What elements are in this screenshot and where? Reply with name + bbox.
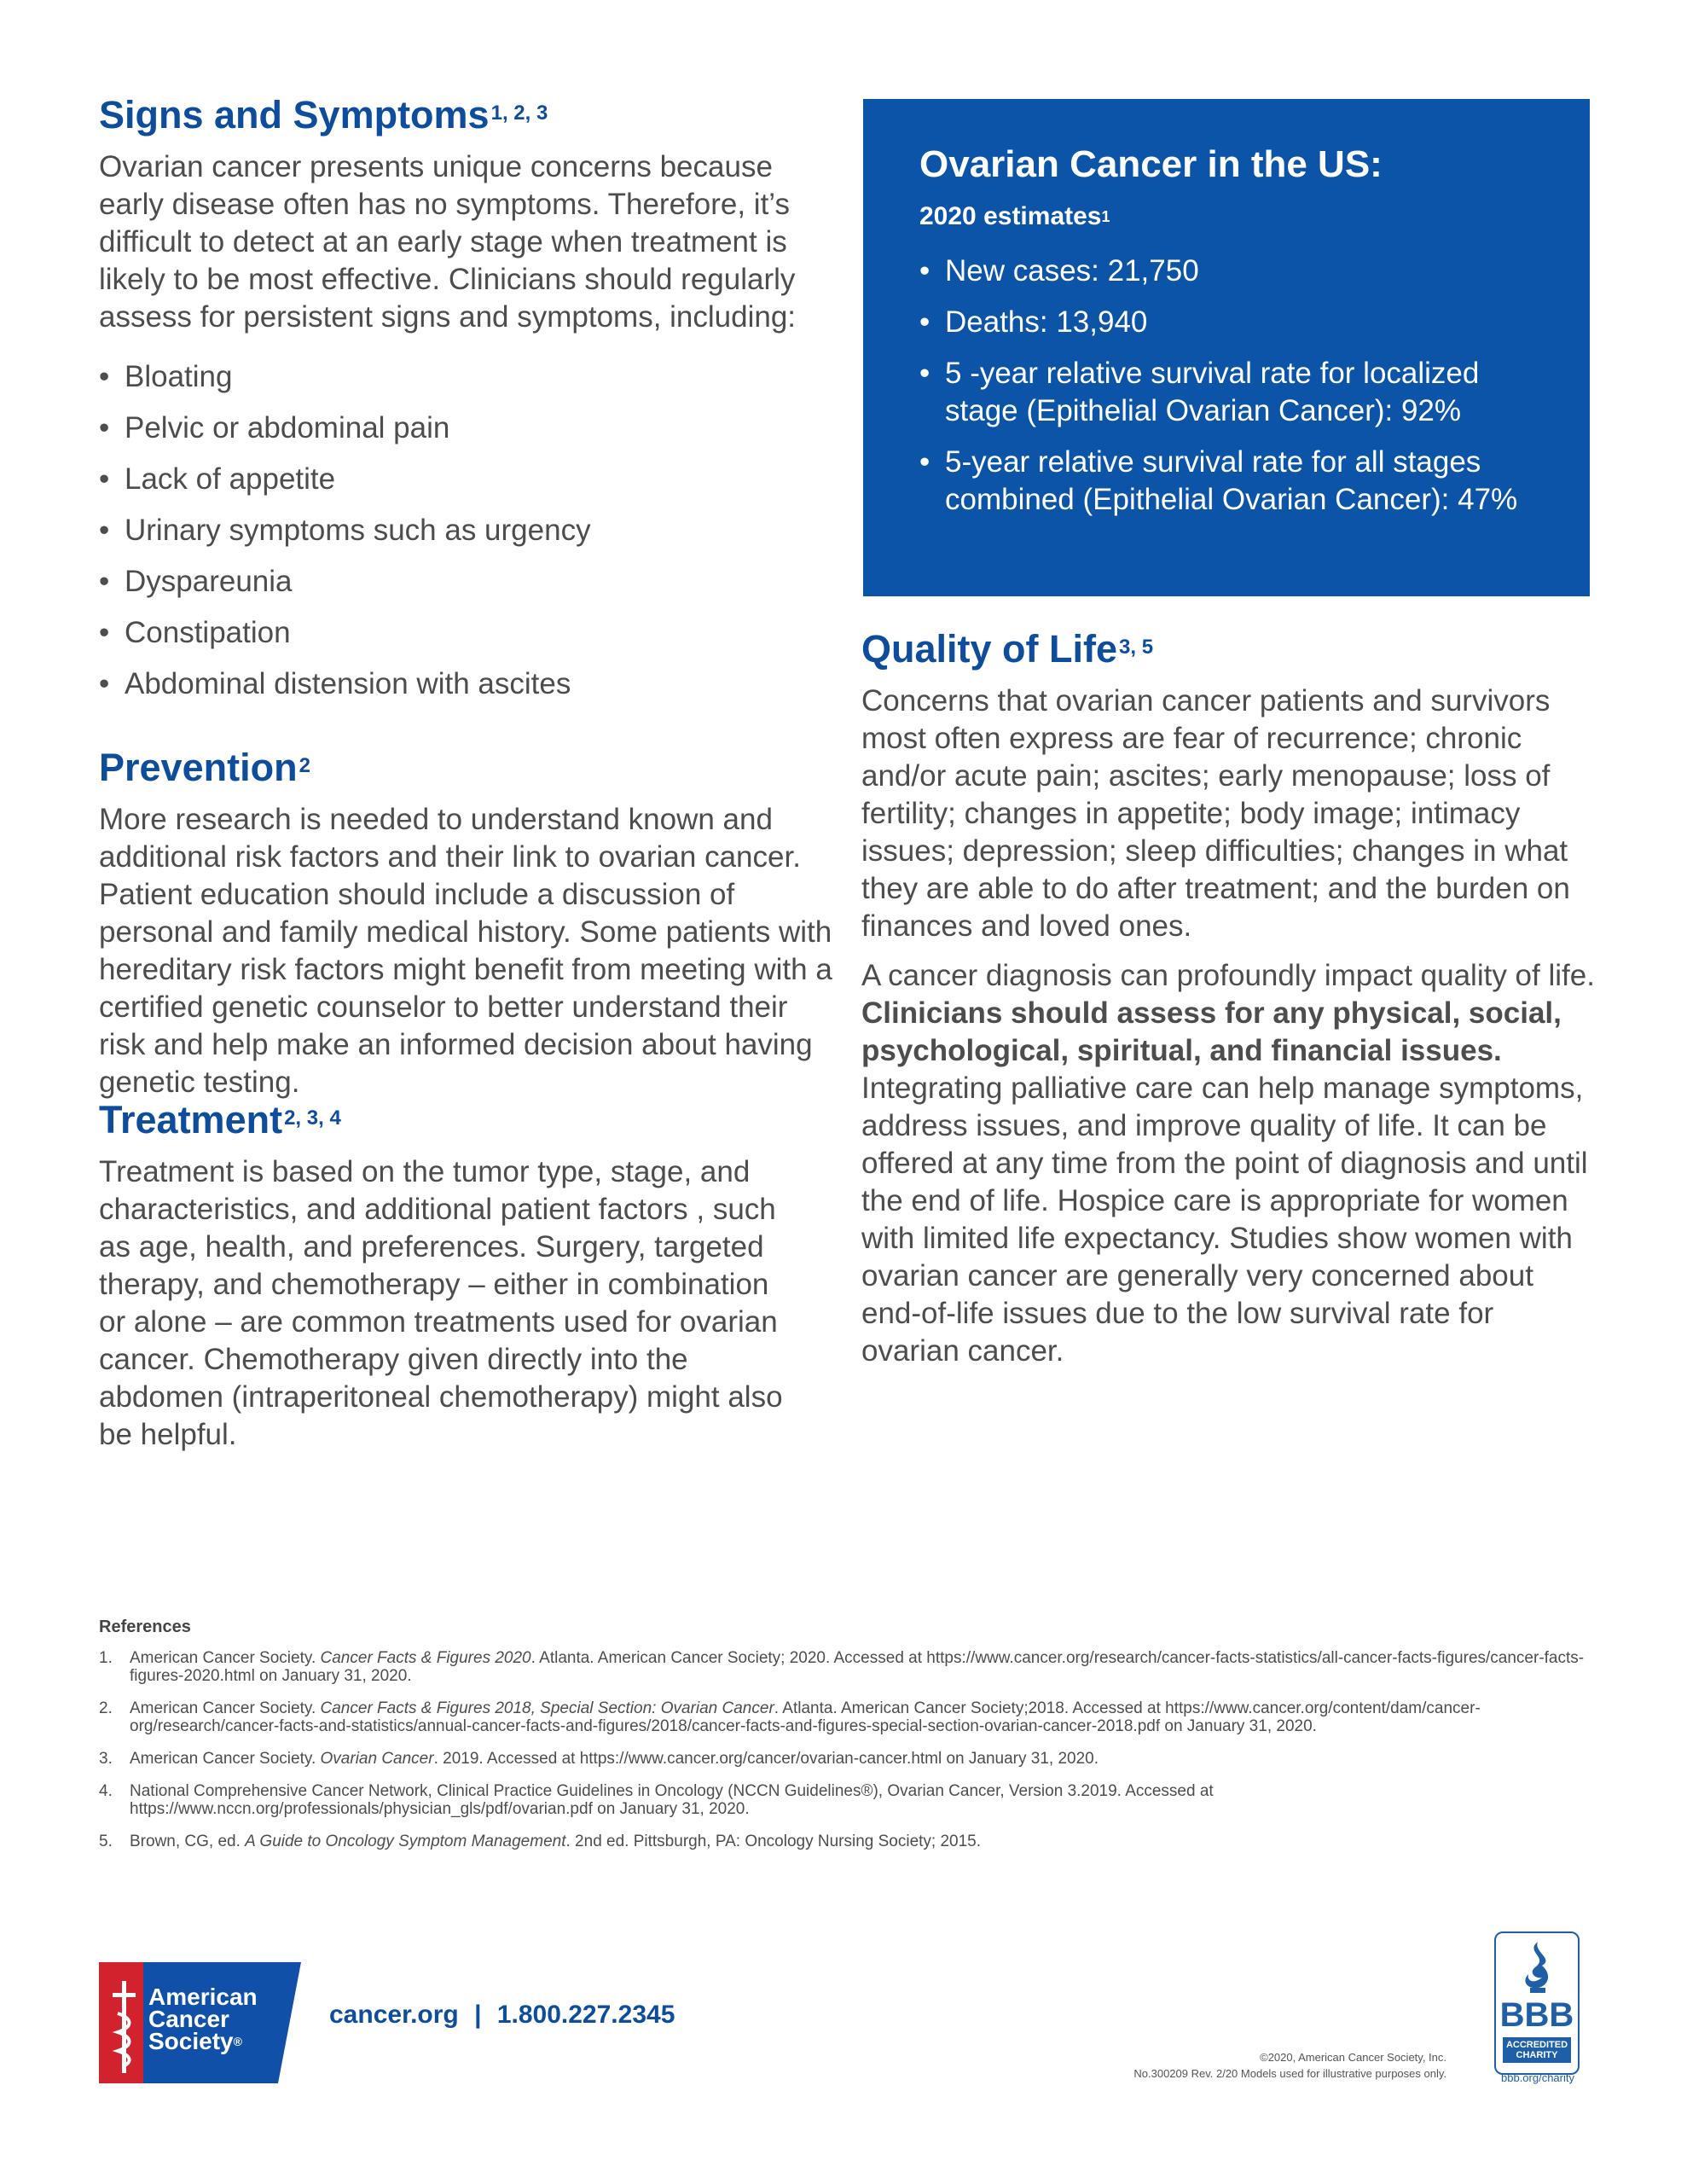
bullet-dot-icon: • [99, 360, 110, 393]
bullet-dot-icon: • [919, 357, 930, 390]
bullet-dot-icon: • [99, 411, 110, 444]
treatment-section [99, 1097, 798, 1454]
copyright: ©2020, American Cancer Society, Inc. [1260, 2051, 1446, 2064]
references-section [99, 1618, 1591, 1865]
symptom-item: • Abdominal distension with ascites [99, 665, 824, 703]
acs-logo [99, 1962, 301, 2083]
reference-item: 5. Brown, CG, ed. A Guide to Oncology Symptom Management. 2nd ed. Pittsburgh, PA: Oncology Nursing Society; 2015. [99, 1833, 982, 1850]
bbb-accredited-label: ACCREDITED CHARITY [1503, 2037, 1571, 2063]
signs-intro: Ovarian cancer presents unique concerns because early disease often has no symptoms. Therefore, it’s difficult to detect at an early stage when treatment is likely to be most effective. Clinicians should regularly assess for persistent signs and symptoms, including: [99, 150, 797, 334]
symptom-item: • Dyspareunia [99, 563, 824, 601]
symptom-item: • Lack of appetite [99, 461, 824, 498]
bullet-dot-icon: • [99, 616, 110, 649]
stat-item: • 5 -year relative survival rate for localized stage (Epithelial Ovarian Cancer): 92% [919, 357, 1480, 427]
bullet-dot-icon: • [99, 565, 110, 598]
stat-item: • Deaths: 13,940 [919, 304, 1547, 341]
references-list [99, 1649, 1591, 1850]
website-link[interactable]: cancer.org [329, 2001, 459, 2029]
symptoms-list [99, 358, 824, 703]
treatment-heading: Treatment$^{2, 3, 4}$ [99, 1098, 341, 1141]
stats-title: Ovarian Cancer in the US: [919, 143, 1383, 185]
qol-section [861, 626, 1595, 1370]
bullet-dot-icon: • [919, 305, 930, 339]
prevention-heading: Prevention$^2$ [99, 746, 310, 789]
stats-box [863, 99, 1590, 596]
signs-section [99, 92, 824, 717]
qol-emphasis: Clinicians should assess for any physical, social, psychological, spiritual, and financial issues. [861, 996, 1562, 1067]
bbb-url[interactable]: bbb.org/charity [1501, 2071, 1574, 2084]
stat-item: • New cases: 21,750 [919, 253, 1547, 290]
reference-item: 1. American Cancer Society. Cancer Facts & Figures 2020. Atlanta. American Cancer Society; 2020. Accessed at https://www.cancer.org/research/cancer-facts-statistics/all-cancer-facts-figures/cancer-facts-figures-2020.html on January 31, 2020. [99, 1649, 1585, 1685]
symptom-item: • Urinary symptoms such as urgency [99, 512, 824, 549]
symptom-item: • Constipation [99, 614, 824, 652]
bullet-dot-icon: • [919, 254, 930, 288]
prevention-section [99, 745, 832, 1101]
doc-number: No.300209 Rev. 2/20 Models used for illustrative purposes only. [1133, 2067, 1446, 2080]
copyright-block [904, 2049, 1446, 2082]
bbb-badge [1491, 1931, 1585, 2085]
reference-item: 3. American Cancer Society. Ovarian Cancer. 2019. Accessed at https://www.cancer.org/cancer/ovarian-cancer.html on January 31, 2020. [99, 1750, 1099, 1768]
reference-item: 4. National Comprehensive Cancer Network, Clinical Practice Guidelines in Oncology (NCCN Guidelines®), Ovarian Cancer, Version 3.2019. Accessed at https://www.nccn.org/professionals/physician_gls/pdf/ovarian.pdf on January 31, 2020. [99, 1782, 1214, 1818]
bullet-dot-icon: • [99, 514, 110, 547]
acs-logo-text: American Cancer Society® [148, 1984, 258, 2054]
qol-para2: A cancer diagnosis can profoundly impact quality of life. Clinicians should assess for any physical, social, psychological, spiritual, and financial issues. Integrating palliative care can help manage symptoms, address issues, and improve quality of life. It can be offered at any time from the point of diagnosis and until the end of life. Hospice care is appropriate for women with limited life expectancy. Studies show women with ovarian cancer are generally very concerned about end-of-life issues due to the low survival rate for ovarian cancer. [861, 959, 1595, 1368]
contact-line: cancer.org | 1.800.227.2345 [329, 2001, 675, 2029]
bullet-dot-icon: • [99, 667, 110, 700]
bullet-dot-icon: • [919, 445, 930, 479]
qol-heading: Quality of Life$^{3, 5}$ [861, 627, 1154, 671]
symptom-item: • Pelvic or abdominal pain [99, 410, 824, 447]
torch-icon [1516, 1940, 1559, 1995]
stat-item: • 5-year relative survival rate for all stages combined (Epithelial Ovarian Cancer): 47% [919, 445, 1518, 516]
symptom-item: • Bloating [99, 358, 824, 396]
treatment-text: Treatment is based on the tumor type, stage, and characteristics, and additional patient factors , such as age, health, and preferences. Surgery, targeted therapy, and chemotherapy – either in combination or alone – are common treatments used for ovarian cancer. Chemotherapy given directly into the abdomen (intraperitoneal chemotherapy) might also be helpful. [99, 1155, 783, 1451]
bbb-logo-text: BBB [1499, 1996, 1574, 2034]
stats-subtitle: 2020 estimates$^1$ [919, 202, 1110, 230]
reference-item: 2. American Cancer Society. Cancer Facts & Figures 2018, Special Section: Ovarian Cancer. Atlanta. American Cancer Society;2018. Accessed at https://www.cancer.org/content/dam/cancer-org/research/cancer-facts-and-statistics/annual-cancer-facts-and-figures/2018/cancer-facts-and-figures-special-section-ovarian-cancer-2018.pdf on January 31, 2020. [99, 1699, 1481, 1735]
references-heading: References [99, 1618, 191, 1636]
qol-para1: Concerns that ovarian cancer patients and survivors most often express are fear of recurrence; chronic and/or acute pain; ascites; early menopause; loss of fertility; changes in appetite; body image; intimacy issues; depression; sleep difficulties; changes in what they are able to do after treatment; and the burden on finances and loved ones. [861, 684, 1570, 943]
signs-heading: Signs and Symptoms$^{1, 2, 3}$ [99, 93, 548, 136]
bullet-dot-icon: • [99, 462, 110, 496]
stats-list [919, 253, 1547, 519]
prevention-text: More research is needed to understand known and additional risk factors and their link to ovarian cancer. Patient education should include a discussion of personal and family medical history. Some patients with hereditary risk factors might benefit from meeting with a certified genetic counselor to better understand their risk and help make an informed decision about having genetic testing. [99, 803, 832, 1099]
phone-number[interactable]: 1.800.227.2345 [496, 2001, 675, 2029]
